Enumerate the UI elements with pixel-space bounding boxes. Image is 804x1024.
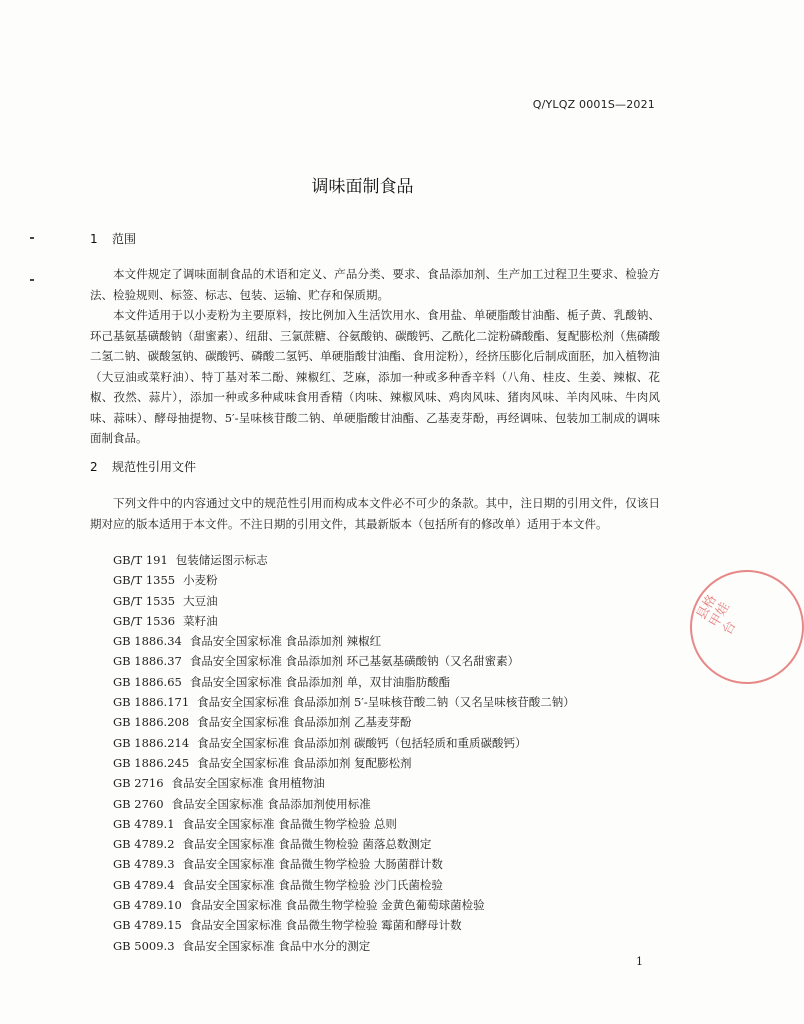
reference-code: GB 1886.208 [113, 715, 190, 730]
reference-code: GB 4789.1 [113, 816, 175, 831]
reference-title: 菜籽油 [183, 613, 218, 628]
reference-item [113, 915, 575, 935]
reference-item [113, 773, 575, 793]
section-title: 规范性引用文件 [112, 460, 197, 474]
reference-item [113, 936, 575, 956]
reference-item [113, 854, 575, 874]
reference-code: GB 4789.3 [113, 857, 175, 872]
reference-code: GB 1886.65 [113, 674, 182, 689]
section-number: 1 [90, 232, 98, 246]
reference-item [113, 895, 575, 915]
reference-title: 食品安全国家标准 食品添加剂 环己基氨基磺酸钠（又名甜蜜素） [189, 654, 520, 669]
reference-title: 食品安全国家标准 食用植物油 [171, 776, 325, 791]
reference-code: GB/T 191 [113, 553, 168, 567]
paragraph: 本文件适用于以小麦粉为主要原料，按比例加入生活饮用水、食用盐、单硬脂酸甘油酯、栀子黄、乳酸钠、环己基氨基磺酸钠（甜蜜素）、纽甜、三氯蔗糖、谷氨酸钠、碳酸钙、乙酰化二淀粉磷酸酯、复配膨松剂（焦磷酸二氢二钠、碳酸氢钠、碳酸钙、磷酸二氢钙、单硬脂酸甘油酯、食用淀粉），经挤压膨化后制成面胚，加入植物油（大豆油或菜籽油）、特丁基对苯二酚、辣椒红、芝麻，添加一种或多种香辛料（八角、桂皮、生姜、辣椒、花椒、孜然、蒜片），添加一种或多种咸味食用香精（肉味、辣椒风味、鸡肉风味、猪肉风味、羊肉风味、牛肉风味、蒜味）、酵母抽提物、5′-呈味核苷酸二钠、单硬脂酸甘油酯、乙基麦芽酚，再经调味、包装加工制成的调味面制食品。 [90, 308, 660, 445]
reference-code: GB 1886.214 [113, 735, 190, 750]
reference-code: GB 1886.171 [113, 695, 190, 710]
reference-code: GB/T 1536 [113, 613, 176, 628]
reference-title: 食品安全国家标准 食品微生物学检验 大肠菌群计数 [182, 857, 443, 872]
reference-item [113, 611, 575, 631]
paragraph: 下列文件中的内容通过文中的规范性引用而构成本文件必不可少的条款。其中，注日期的引用文件，仅该日期对应的版本适用于本文件。不注日期的引用文件，其最新版本（包括所有的修改单）适用于本文件。 [90, 496, 660, 531]
reference-item [113, 570, 575, 590]
reference-title: 食品安全国家标准 食品微生物检验 菌落总数测定 [182, 837, 432, 852]
reference-code: GB 2716 [113, 776, 164, 791]
reference-item [113, 814, 575, 834]
reference-code: GB 4789.4 [113, 877, 175, 892]
reference-code: GB 2760 [113, 796, 164, 811]
page-number: 1 [636, 955, 643, 968]
reference-code: GB 1886.37 [113, 654, 182, 669]
reference-code: GB 4789.15 [113, 918, 182, 933]
reference-title: 食品安全国家标准 食品添加剂 5′-呈味核苷酸二钠（又名呈味核苷酸二钠） [197, 695, 575, 710]
section-title: 范围 [112, 232, 137, 246]
reference-item [113, 550, 575, 570]
section-heading-normative-references [90, 458, 196, 475]
reference-item [113, 834, 575, 854]
reference-code: GB 1886.245 [113, 755, 190, 770]
reference-item [113, 733, 575, 753]
reference-item [113, 631, 575, 651]
reference-title: 食品安全国家标准 食品中水分的测定 [182, 938, 371, 953]
reference-title: 食品安全国家标准 食品微生物学检验 金黄色葡萄球菌检验 [189, 898, 485, 913]
reference-title: 食品安全国家标准 食品添加剂 单，双甘油脂肪酸酯 [189, 674, 451, 689]
reference-item [113, 692, 575, 712]
reference-title: 食品安全国家标准 食品添加剂使用标准 [171, 796, 371, 811]
reference-item [113, 591, 575, 611]
reference-list [113, 550, 575, 956]
paragraph: 本文件规定了调味面制食品的术语和定义、产品分类、要求、食品添加剂、生产加工过程卫生要求、检验方法、检验规则、标签、标志、包装、运输、贮存和保质期。 [90, 267, 660, 302]
reference-code: GB 4789.2 [113, 837, 175, 852]
reference-code: GB 1886.34 [113, 634, 182, 649]
reference-item [113, 712, 575, 732]
reference-code: GB 4789.10 [113, 898, 182, 913]
margin-mark [30, 237, 34, 239]
reference-title: 食品安全国家标准 食品微生物学检验 沙门氏菌检验 [182, 877, 443, 892]
reference-title: 食品安全国家标准 食品微生物学检验 霉菌和酵母计数 [189, 918, 462, 933]
document-title: 调味面制食品 [311, 177, 414, 197]
section-heading-scope [90, 230, 136, 247]
reference-title: 食品安全国家标准 食品添加剂 乙基麦芽酚 [197, 715, 412, 730]
reference-title: 小麦粉 [183, 573, 218, 588]
reference-item [113, 651, 575, 671]
section-number: 2 [90, 460, 98, 474]
reference-title: 食品安全国家标准 食品添加剂 复配膨松剂 [197, 755, 412, 770]
reference-item [113, 753, 575, 773]
reference-code: GB 5009.3 [113, 938, 175, 953]
reference-code: GB/T 1535 [113, 593, 176, 608]
reference-title: 大豆油 [183, 593, 218, 608]
reference-title: 包装储运图示标志 [175, 553, 268, 567]
standard-code: Q/YLQZ 0001S—2021 [532, 98, 655, 111]
margin-mark [30, 279, 34, 281]
reference-title: 食品安全国家标准 食品添加剂 辣椒红 [189, 634, 382, 649]
reference-item [113, 672, 575, 692]
reference-item [113, 794, 575, 814]
reference-title: 食品安全国家标准 食品添加剂 碳酸钙（包括轻质和重质碳酸钙） [197, 735, 527, 750]
seal-text: 县格甲娃台 [694, 592, 740, 638]
reference-code: GB/T 1355 [113, 573, 176, 588]
red-seal-stamp [690, 570, 804, 684]
reference-item [113, 875, 575, 895]
reference-title: 食品安全国家标准 食品微生物学检验 总则 [182, 816, 397, 831]
